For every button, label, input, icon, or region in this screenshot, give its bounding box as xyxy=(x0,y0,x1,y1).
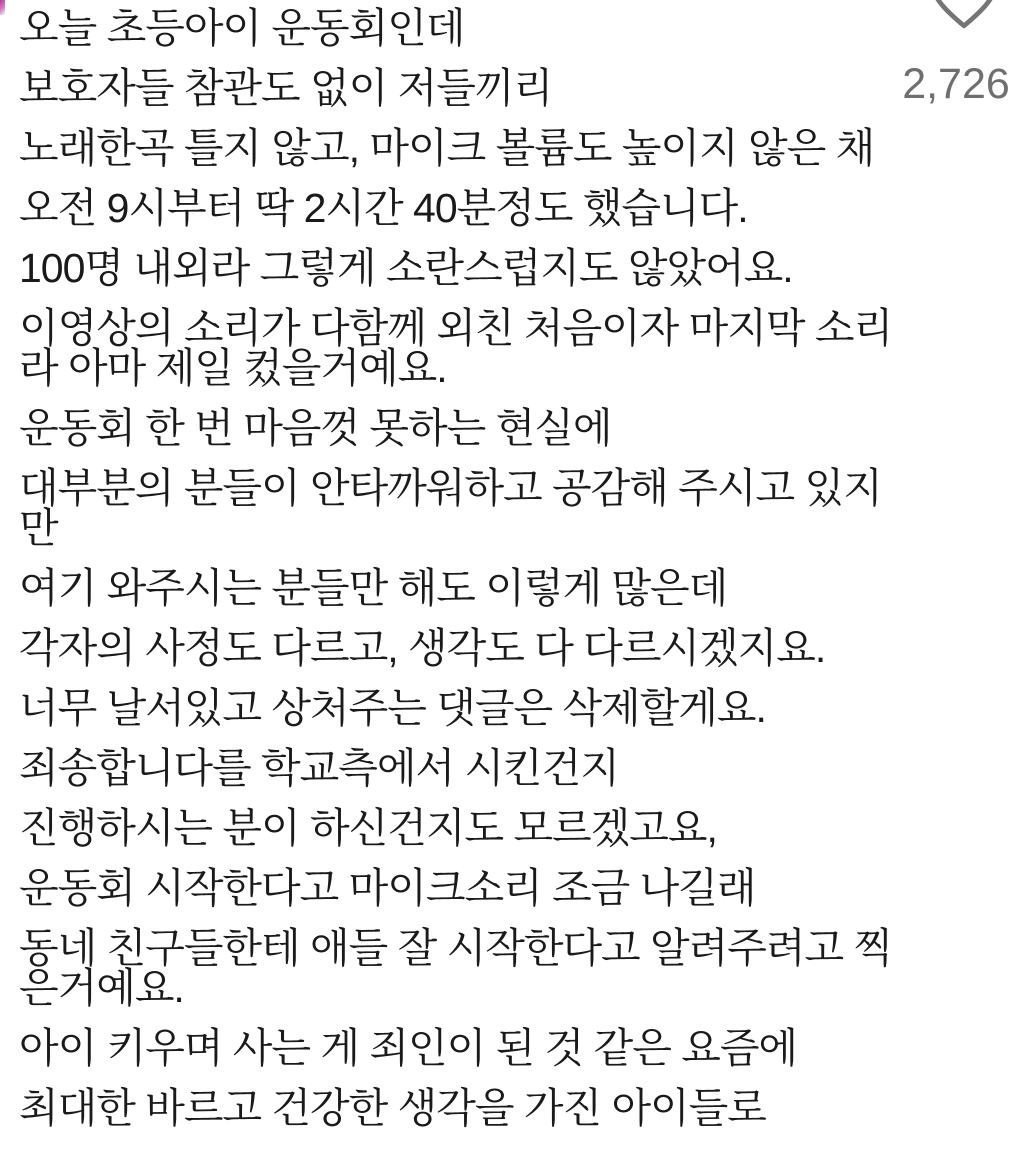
comment-line: 죄송합니다를 학교측에서 시킨건지 xyxy=(19,745,619,791)
comment-paragraph xyxy=(19,1085,891,1131)
comment-paragraph xyxy=(19,1025,891,1071)
comment-line: 오늘 초등아이 운동회인데 xyxy=(19,5,465,51)
comment-paragraph xyxy=(19,5,891,51)
comment-paragraph xyxy=(19,465,891,551)
comment-line: 너무 날서있고 상처주는 댓글은 삭제할게요. xyxy=(19,685,766,731)
comment-line: 대부분의 분들이 안타까워하고 공감해 주시고 있지 xyxy=(19,465,882,511)
comment-line: 오전 9시부터 딱 2시간 40분정도 했습니다. xyxy=(19,185,748,231)
comment-paragraph xyxy=(19,865,891,911)
comment-paragraph xyxy=(19,305,893,391)
comment-paragraph xyxy=(19,565,891,611)
comment-line: 만 xyxy=(19,505,58,551)
comment-line: 운동회 한 번 마음껏 못하는 현실에 xyxy=(19,405,612,451)
comment-paragraph xyxy=(19,625,891,671)
comment-line: 동네 친구들한테 애들 잘 시작한다고 알려주려고 찍 xyxy=(19,925,893,971)
comment-paragraph xyxy=(19,685,891,731)
comment-line: 노래한곡 틀지 않고, 마이크 볼륨도 높이지 않은 채 xyxy=(19,125,875,171)
like-button[interactable] xyxy=(920,0,1008,34)
like-count[interactable]: 2,726 xyxy=(902,60,1010,108)
comment-line: 여기 와주시는 분들만 해도 이렇게 많은데 xyxy=(19,565,728,611)
comment-paragraph xyxy=(19,245,891,291)
comment-line: 진행하시는 분이 하신건지도 모르겠고요, xyxy=(19,805,717,851)
heart-outline-icon xyxy=(923,0,1005,34)
comment-line: 100명 내외라 그렇게 소란스럽지도 않았어요. xyxy=(19,245,793,291)
comment-paragraph xyxy=(19,65,891,111)
comment-line: 라 아마 제일 컸을거예요. xyxy=(19,345,447,391)
comment-line: 운동회 시작한다고 마이크소리 조금 나길래 xyxy=(19,865,756,911)
comment-paragraph xyxy=(19,405,891,451)
comment-line: 이영상의 소리가 다함께 외친 처음이자 마지막 소리 xyxy=(19,305,893,351)
comment-text xyxy=(19,5,893,1148)
comment-paragraph xyxy=(19,125,891,171)
avatar-story-ring-fragment xyxy=(0,0,5,15)
comment-paragraph xyxy=(19,185,891,231)
comment-paragraph xyxy=(19,745,891,791)
comment-line: 은거예요. xyxy=(19,965,184,1011)
comment-paragraph xyxy=(19,925,893,1011)
comment-line: 각자의 사정도 다르고, 생각도 다 다르시겠지요. xyxy=(19,625,826,671)
comment-line: 최대한 바르고 건강한 생각을 가진 아이들로 xyxy=(19,1085,766,1131)
comment-paragraph xyxy=(19,805,891,851)
comment-line: 보호자들 참관도 없이 저들끼리 xyxy=(19,65,553,111)
comment-line: 아이 키우며 사는 게 죄인이 된 것 같은 요즘에 xyxy=(19,1025,798,1071)
